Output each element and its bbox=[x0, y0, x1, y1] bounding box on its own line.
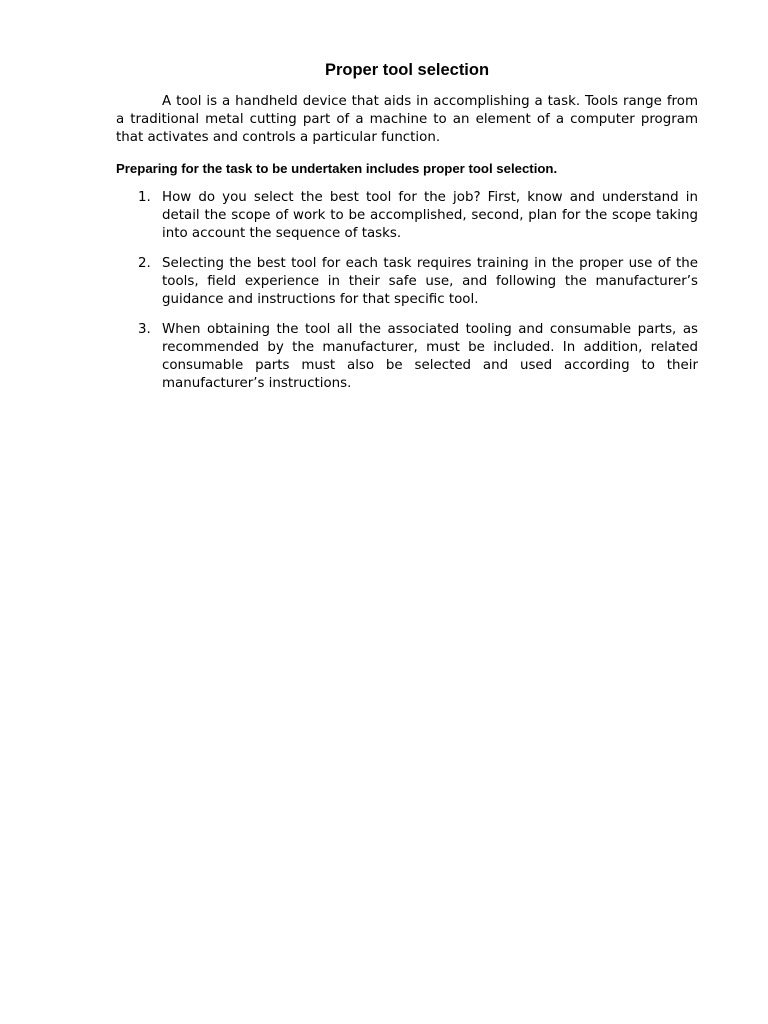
list-item-number: 1. bbox=[138, 190, 151, 205]
list-item-text: How do you select the best tool for the job? First, know and understand in detail the scope of work to be accomplished, second, plan for the scope taking into account the sequence of tasks. bbox=[162, 190, 698, 241]
page-title: Proper tool selection bbox=[324, 61, 490, 79]
list-item-text: When obtaining the tool all the associated tooling and consumable parts, as recommended by the manufacturer, must be included. In addition, related consumable parts must also be selected and used according to their manufacturer’s instructions. bbox=[162, 322, 698, 391]
list-item-text: Selecting the best tool for each task requires training in the proper use of the tools, field experience in their safe use, and following the manufacturer’s guidance and instructions for that specific tool. bbox=[162, 256, 698, 307]
section-subheading: Preparing for the task to be undertaken includes proper tool selection. bbox=[116, 161, 558, 176]
list-item-number: 3. bbox=[138, 322, 151, 337]
list-item-number: 2. bbox=[138, 256, 151, 271]
intro-paragraph: A tool is a handheld device that aids in accomplishing a task. Tools range from a traditional metal cutting part of a machine to an element of a computer program that activates and controls a particular function. bbox=[116, 94, 698, 145]
